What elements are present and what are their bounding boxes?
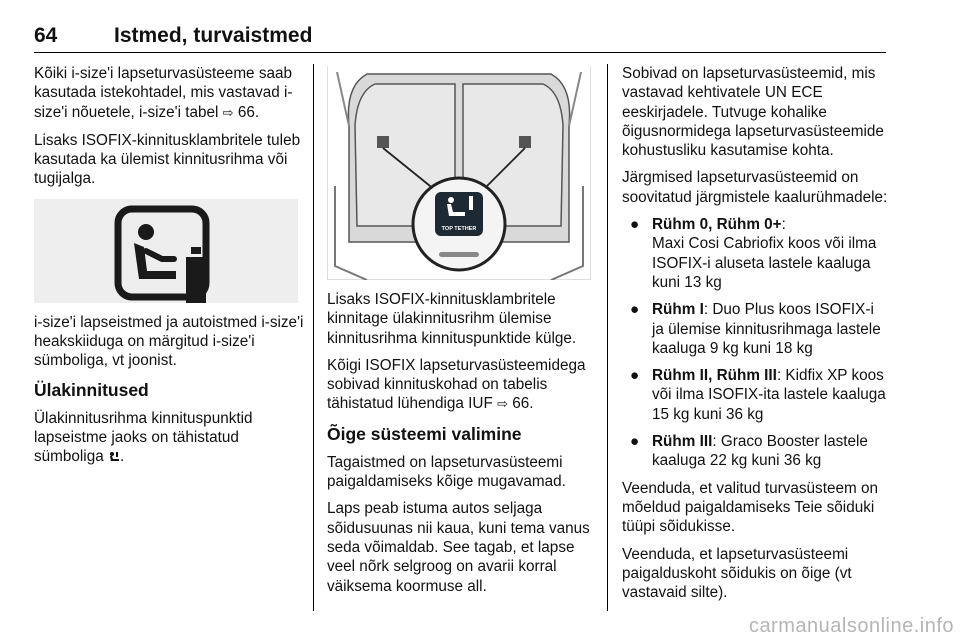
- paragraph: Kõiki i-size'i lapseturvasüsteeme saab kasutada istekohtadel, mis vastavad i-size'i nõuetele, i-size'i tabel ⇨ 66.: [34, 65, 293, 121]
- paragraph: Ülakinnitusrihma kinnituspunktid lapseistme jaoks on tähistatud sümboliga .: [34, 409, 253, 466]
- bullet-icon: ●: [630, 301, 640, 319]
- paragraph: Lisaks ISOFIX-kinnitusklambritele tuleb kasutada ka ülemist kinnitusrihma või tugijalga.: [34, 131, 301, 188]
- list-item: ● Rühm III: Graco Booster lastele kaaluga 22 kg kuni 36 kg: [630, 433, 868, 470]
- paragraph: Tagaistmed on lapseturvasüsteemi paigaldamiseks kõige mugavamad.: [327, 453, 566, 491]
- column-2: [327, 64, 597, 604]
- bullet-icon: ●: [630, 433, 640, 451]
- paragraph: Kõigi ISOFIX lapseturvasüsteemidega sobivad kinnituskohad on tabelis tähistatud lühendiga IUF ⇨ 66.: [327, 356, 586, 413]
- paragraph: Veenduda, et lapseturvasüsteemi paigalduskoht sõidukis on õige (vt vastavaid silte).: [622, 545, 852, 602]
- paragraph: Järgmised lapseturvasüsteemid on soovitatud järgmistele kaalurühmadele:: [622, 169, 888, 206]
- column-1: [34, 64, 304, 475]
- page-header: [34, 24, 886, 52]
- column-divider: [313, 64, 314, 611]
- column-divider: [607, 64, 608, 611]
- bullet-icon: ●: [630, 367, 640, 385]
- top-tether-icon: [108, 451, 120, 463]
- figure-label: TOP TETHER: [441, 226, 477, 232]
- weight-group-list: [622, 215, 890, 471]
- paragraph: i-size'i lapseistmed ja autoistmed i-size'i heakskiiduga on märgitud i-size'i sümboliga, vt joonist.: [34, 313, 304, 370]
- cross-ref-link[interactable]: 66.: [237, 103, 260, 121]
- page-title: Istmed, turvaistmed: [114, 24, 313, 47]
- page-number: 64: [34, 24, 58, 47]
- list-item: ● Rühm I: Duo Plus koos ISOFIX-i ja ülemise kinnitusrihmaga lastele kaaluga 9 kg kuni 18 kg: [630, 301, 881, 357]
- cross-ref-link[interactable]: 66.: [512, 395, 534, 413]
- paragraph: Lisaks ISOFIX-kinnitusklambritele kinnitage ülakinnitusrihm ülemise kinnitusrihma kinnituspunktide külge.: [327, 291, 577, 347]
- section-heading: Õige süsteemi valimine: [327, 423, 522, 444]
- header-rule: [34, 52, 886, 53]
- watermark: carmanualsonline.info: [748, 615, 954, 637]
- isize-symbol-icon: [34, 199, 298, 303]
- paragraph: Veenduda, et valitud turvasüsteem on mõeldud paigaldamiseks Teie sõiduki tüüpi sõidukisse.: [622, 479, 878, 536]
- list-item: ● Rühm 0, Rühm 0+: Maxi Cosi Cabriofix koos või ilma ISOFIX-i aluseta lastele kaaluga kuni 13 kg: [630, 216, 877, 291]
- list-item: ● Rühm II, Rühm III: Kidfix XP koos või ilma ISOFIX-ita lastele kaaluga 15 kg kuni 36 kg: [630, 367, 886, 423]
- section-heading: Ülakinnitused: [34, 379, 149, 400]
- paragraph: Laps peab istuma autos seljaga sõidusuunas nii kaua, kuni tema vanus seda võimaldab. See tagab, et lapse veel nõrk selgroog on avarii korral väiksema koormuse all.: [327, 500, 590, 595]
- paragraph: Sobivad on lapseturvasüsteemid, mis vastavad kehtivatele UN ECE eeskirjadele. Tutvuge kohalike õigusnormidega lapseturvasüsteemide kohustusliku kasutamise kohta.: [622, 65, 884, 160]
- bullet-icon: ●: [630, 216, 640, 234]
- cross-ref-arrow-icon: ⇨: [497, 397, 508, 413]
- cross-ref-arrow-icon: ⇨: [222, 105, 234, 121]
- top-tether-anchor-illustration: [327, 66, 591, 280]
- column-3: [622, 64, 890, 610]
